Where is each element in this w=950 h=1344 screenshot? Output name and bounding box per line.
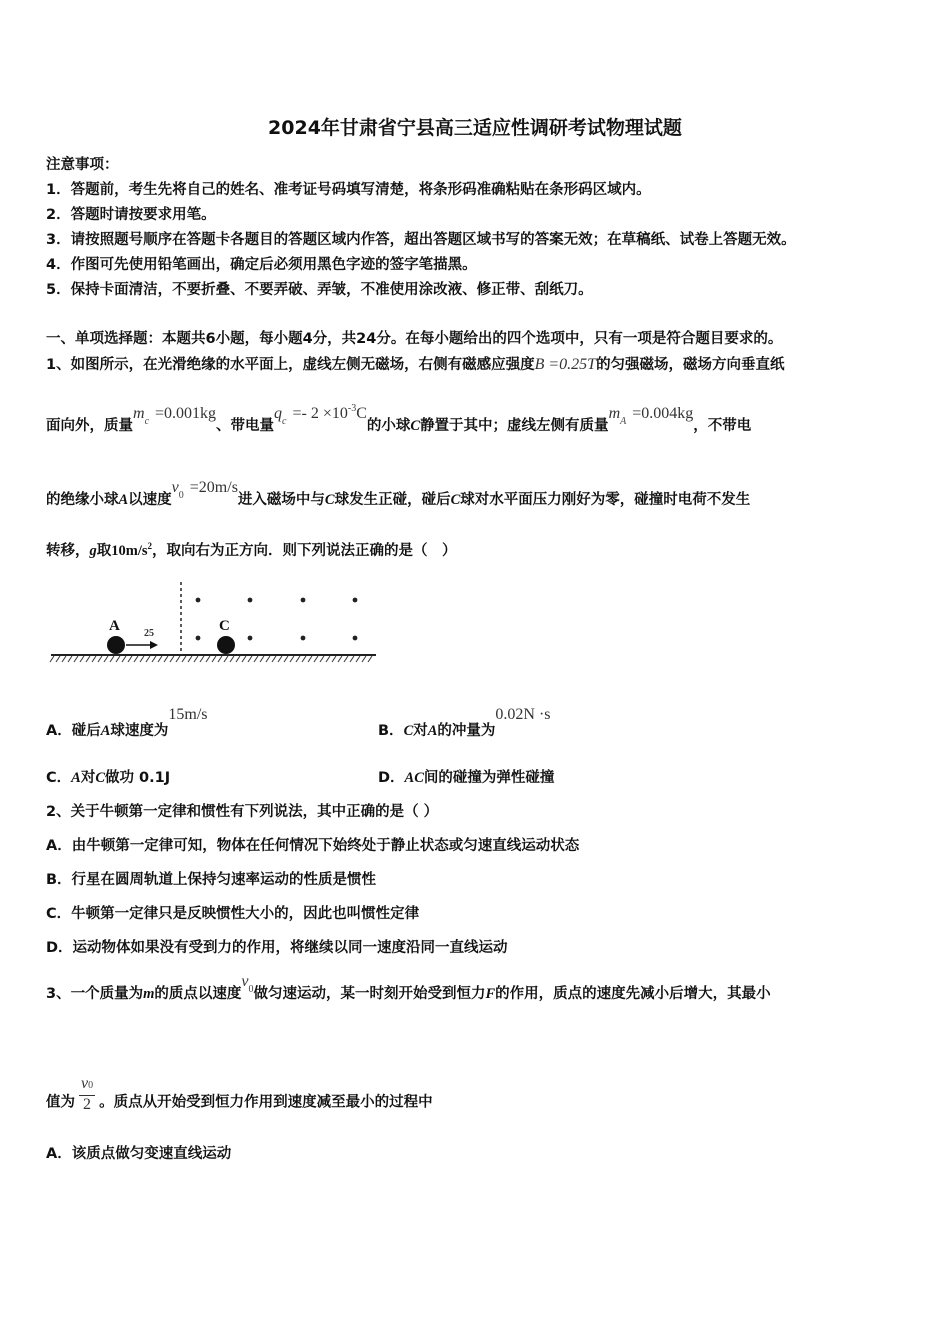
option-text: 对 <box>80 770 96 786</box>
q1-text: 进入磁场中与 <box>237 492 325 508</box>
hatch-mark <box>50 656 54 662</box>
q2-option-a[interactable]: A．由牛顿第一定律可知，物体在任何情况下始终处于静止状态或匀速直线运动状态 <box>46 838 580 854</box>
ground-hatching <box>50 656 372 662</box>
hatch-mark <box>206 656 210 662</box>
notice-item: 3．请按照题号顺序在答题卡各题目的答题区域内作答，超出答题区域书写的答案无效；在草稿纸、试卷上答题无效。 <box>46 232 796 248</box>
notice-item: 5．保持卡面清洁，不要折叠、不要弄破、弄皱，不准使用涂改液、修正带、刮纸刀。 <box>46 282 593 298</box>
field-dot <box>248 598 253 603</box>
q2-stem: 2、关于牛顿第一定律和惯性有下列说法，其中正确的是（ ） <box>46 804 439 820</box>
q1-text: ，取向右为正方向．则下列说法正确的是（ ） <box>152 543 457 559</box>
q1-charge-value: =- 2 ×10 <box>292 405 348 422</box>
hatch-mark <box>308 656 312 662</box>
hatch-mark <box>224 656 228 662</box>
q1-mass-a-value: =0.004kg <box>632 405 694 422</box>
option-text: 的冲量为 <box>437 723 496 739</box>
q1-line-3 <box>46 478 750 518</box>
q1-option-c[interactable] <box>46 766 170 787</box>
hatch-mark <box>368 656 372 662</box>
hatch-mark <box>146 656 150 662</box>
q3-line-2 <box>46 1075 433 1122</box>
q1-ball-a: A <box>118 492 129 508</box>
hatch-mark <box>248 656 252 662</box>
q1-mass-c-symbol: m <box>133 405 145 422</box>
option-text: B． <box>378 723 404 739</box>
q1-line-2 <box>46 404 751 444</box>
hatch-mark <box>62 656 66 662</box>
q1-text: 静置于其中；虚线左侧有质量 <box>420 418 609 434</box>
q1-text: 的小球 <box>366 418 411 434</box>
hatch-mark <box>320 656 324 662</box>
hatch-mark <box>266 656 270 662</box>
option-text: 对 <box>413 723 428 739</box>
q1-text: 取 <box>96 543 112 559</box>
field-dot <box>248 636 253 641</box>
hatch-mark <box>194 656 198 662</box>
hatch-mark <box>122 656 126 662</box>
hatch-mark <box>110 656 114 662</box>
hatch-mark <box>170 656 174 662</box>
option-ball-a: A <box>427 723 438 739</box>
option-balls-ac: AC <box>404 770 424 786</box>
q1-mass-a-symbol: m <box>608 405 621 422</box>
hatch-mark <box>242 656 246 662</box>
hatch-mark <box>68 656 72 662</box>
q1-ball-c: C <box>324 492 335 508</box>
hatch-mark <box>152 656 156 662</box>
q3-velocity-symbol: v <box>241 973 249 990</box>
q1-text: ，不带电 <box>693 418 752 434</box>
numerator-symbol: v <box>81 1075 89 1092</box>
notice-heading: 注意事项： <box>46 157 119 173</box>
option-formula: 15m/s <box>168 706 208 723</box>
hatch-mark <box>254 656 258 662</box>
hatch-mark <box>92 656 96 662</box>
hatch-mark <box>98 656 102 662</box>
section-heading: 一、单项选择题：本题共6小题，每小题4分，共24分。在每小题给出的四个选项中，只有一项是符合题目要求的。 <box>46 331 783 347</box>
q1-text: 球对水平面压力刚好为零，碰撞时电荷不发生 <box>460 492 751 508</box>
hatch-mark <box>332 656 336 662</box>
hatch-mark <box>314 656 318 662</box>
q1-text: 转移， <box>46 543 90 559</box>
q1-figure <box>46 578 381 668</box>
q1-ball-c: C <box>410 418 421 434</box>
hatch-mark <box>350 656 354 662</box>
field-dot <box>196 598 201 603</box>
field-dot <box>353 636 358 641</box>
hatch-mark <box>86 656 90 662</box>
hatch-mark <box>128 656 132 662</box>
notice-item: 1．答题前，考生先将自己的姓名、准考证号码填写清楚，将条形码准确粘贴在条形码区域内。 <box>46 182 651 198</box>
q1-mass-a-sub: A <box>620 416 627 427</box>
q2-option-d[interactable]: D．运动物体如果没有受到力的作用，将继续以同一速度沿同一直线运动 <box>46 940 508 956</box>
hatch-mark <box>74 656 78 662</box>
hatch-mark <box>290 656 294 662</box>
option-text: 间的碰撞为弹性碰撞 <box>423 770 555 786</box>
q1-text: 以速度 <box>128 492 172 508</box>
q1-option-a[interactable] <box>46 705 208 741</box>
hatch-mark <box>158 656 162 662</box>
q3-text: 值为 <box>46 1094 75 1111</box>
q1-charge-sub: c <box>282 416 287 427</box>
q1-text: 、带电量 <box>216 418 275 434</box>
q3-fraction <box>79 1075 95 1114</box>
hatch-mark <box>278 656 282 662</box>
q3-text: 做匀速运动，某一时刻开始受到恒力 <box>253 986 486 1002</box>
q1-text: 的匀强磁场，磁场方向垂直纸 <box>596 357 785 373</box>
hatch-mark <box>272 656 276 662</box>
hatch-mark <box>362 656 366 662</box>
hatch-mark <box>236 656 240 662</box>
numerator-sub: 0 <box>88 1080 94 1091</box>
hatch-mark <box>200 656 204 662</box>
q1-text: 的绝缘小球 <box>46 492 119 508</box>
hatch-mark <box>326 656 330 662</box>
hatch-mark <box>164 656 168 662</box>
q2-option-c[interactable]: C．牛顿第一定律只是反映惯性大小的，因此也叫惯性定律 <box>46 906 420 922</box>
q3-text: 。质点从开始受到恒力作用到速度减至最小的过程中 <box>99 1094 433 1111</box>
field-dot <box>353 598 358 603</box>
hatch-mark <box>284 656 288 662</box>
field-dot <box>301 636 306 641</box>
hatch-mark <box>134 656 138 662</box>
option-ball-c: C <box>95 770 105 786</box>
option-text: 做功 0.1J <box>105 770 171 786</box>
option-ball-a: A <box>71 770 81 786</box>
q1-charge-symbol: q <box>274 405 283 422</box>
fraction-denominator: 2 <box>83 1096 92 1113</box>
hatch-mark <box>80 656 84 662</box>
ball-a <box>107 636 125 654</box>
hatch-mark <box>344 656 348 662</box>
hatch-mark <box>302 656 306 662</box>
hatch-mark <box>260 656 264 662</box>
field-dot <box>301 598 306 603</box>
q1-ball-c: C <box>450 492 461 508</box>
field-dot <box>196 636 201 641</box>
hatch-mark <box>218 656 222 662</box>
q1-formula-B: B =0.25T <box>534 356 597 373</box>
option-text: D． <box>378 770 405 786</box>
q3-line-1 <box>46 972 771 1002</box>
hatch-mark <box>356 656 360 662</box>
q1-g-symbol: g <box>89 543 97 559</box>
hatch-mark <box>338 656 342 662</box>
q1-mass-c-sub: c <box>144 416 150 427</box>
q1-line-4 <box>46 539 457 560</box>
q1-charge-exponent: -3 <box>347 403 357 414</box>
hatch-mark <box>182 656 186 662</box>
ball-c-label: C <box>219 618 230 634</box>
hatch-mark <box>140 656 144 662</box>
q1-line-1 <box>46 353 785 374</box>
q2-option-b[interactable]: B．行星在圆周轨道上保持匀速率运动的性质是惯性 <box>46 872 377 888</box>
option-text: C． <box>46 770 72 786</box>
q1-mass-c-value: =0.001kg <box>155 405 217 422</box>
q1-velocity-value: =20m/s <box>189 479 238 496</box>
q1-option-d[interactable] <box>378 766 554 787</box>
q3-mass-symbol: m <box>143 986 155 1002</box>
q1-text: 球发生正碰，碰后 <box>334 492 451 508</box>
option-ball-a: A <box>100 723 111 739</box>
hatch-mark <box>230 656 234 662</box>
q3-velocity-sub: 0 <box>248 984 254 995</box>
fraction-numerator <box>79 1075 95 1096</box>
q3-text: 3、一个质量为 <box>46 986 144 1002</box>
hatch-mark <box>188 656 192 662</box>
q3-text: 的作用，质点的速度先减小后增大，其最小 <box>495 986 771 1002</box>
hatch-mark <box>116 656 120 662</box>
hatch-mark <box>56 656 60 662</box>
hatch-mark <box>104 656 108 662</box>
q3-force-symbol: F <box>485 986 496 1002</box>
ball-c <box>217 636 235 654</box>
velocity-label: 25 <box>144 628 154 639</box>
option-text: 球速度为 <box>110 723 169 739</box>
page-title: 2024年甘肃省宁县高三适应性调研考试物理试题 <box>268 117 682 139</box>
q1-velocity-sub: 0 <box>178 490 184 501</box>
q1-option-b[interactable] <box>378 705 551 741</box>
ball-a-label: A <box>109 618 120 634</box>
q1-g-exponent: 2 <box>147 541 152 552</box>
arrow-head <box>150 641 158 649</box>
option-text: A．碰后 <box>46 723 101 739</box>
q1-text: 面向外，质量 <box>46 418 133 434</box>
hatch-mark <box>212 656 216 662</box>
q1-charge-unit: C <box>356 405 367 422</box>
q3-option-a[interactable]: A．该质点做匀变速直线运动 <box>46 1146 232 1162</box>
q3-text: 的质点以速度 <box>154 986 242 1002</box>
hatch-mark <box>296 656 300 662</box>
option-formula: 0.02N ·s <box>495 706 551 723</box>
notice-item: 2．答题时请按要求用笔。 <box>46 207 216 223</box>
option-ball-c: C <box>403 723 414 739</box>
hatch-mark <box>176 656 180 662</box>
q1-text: 1、如图所示，在光滑绝缘的水平面上，虚线左侧无磁场，右侧有磁感应强度 <box>46 357 535 373</box>
q1-velocity-symbol: v <box>171 479 179 496</box>
notice-item: 4．作图可先使用铅笔画出，确定后必须用黑色字迹的签字笔描黑。 <box>46 257 477 273</box>
q1-g-value: 10m/s <box>111 543 148 559</box>
